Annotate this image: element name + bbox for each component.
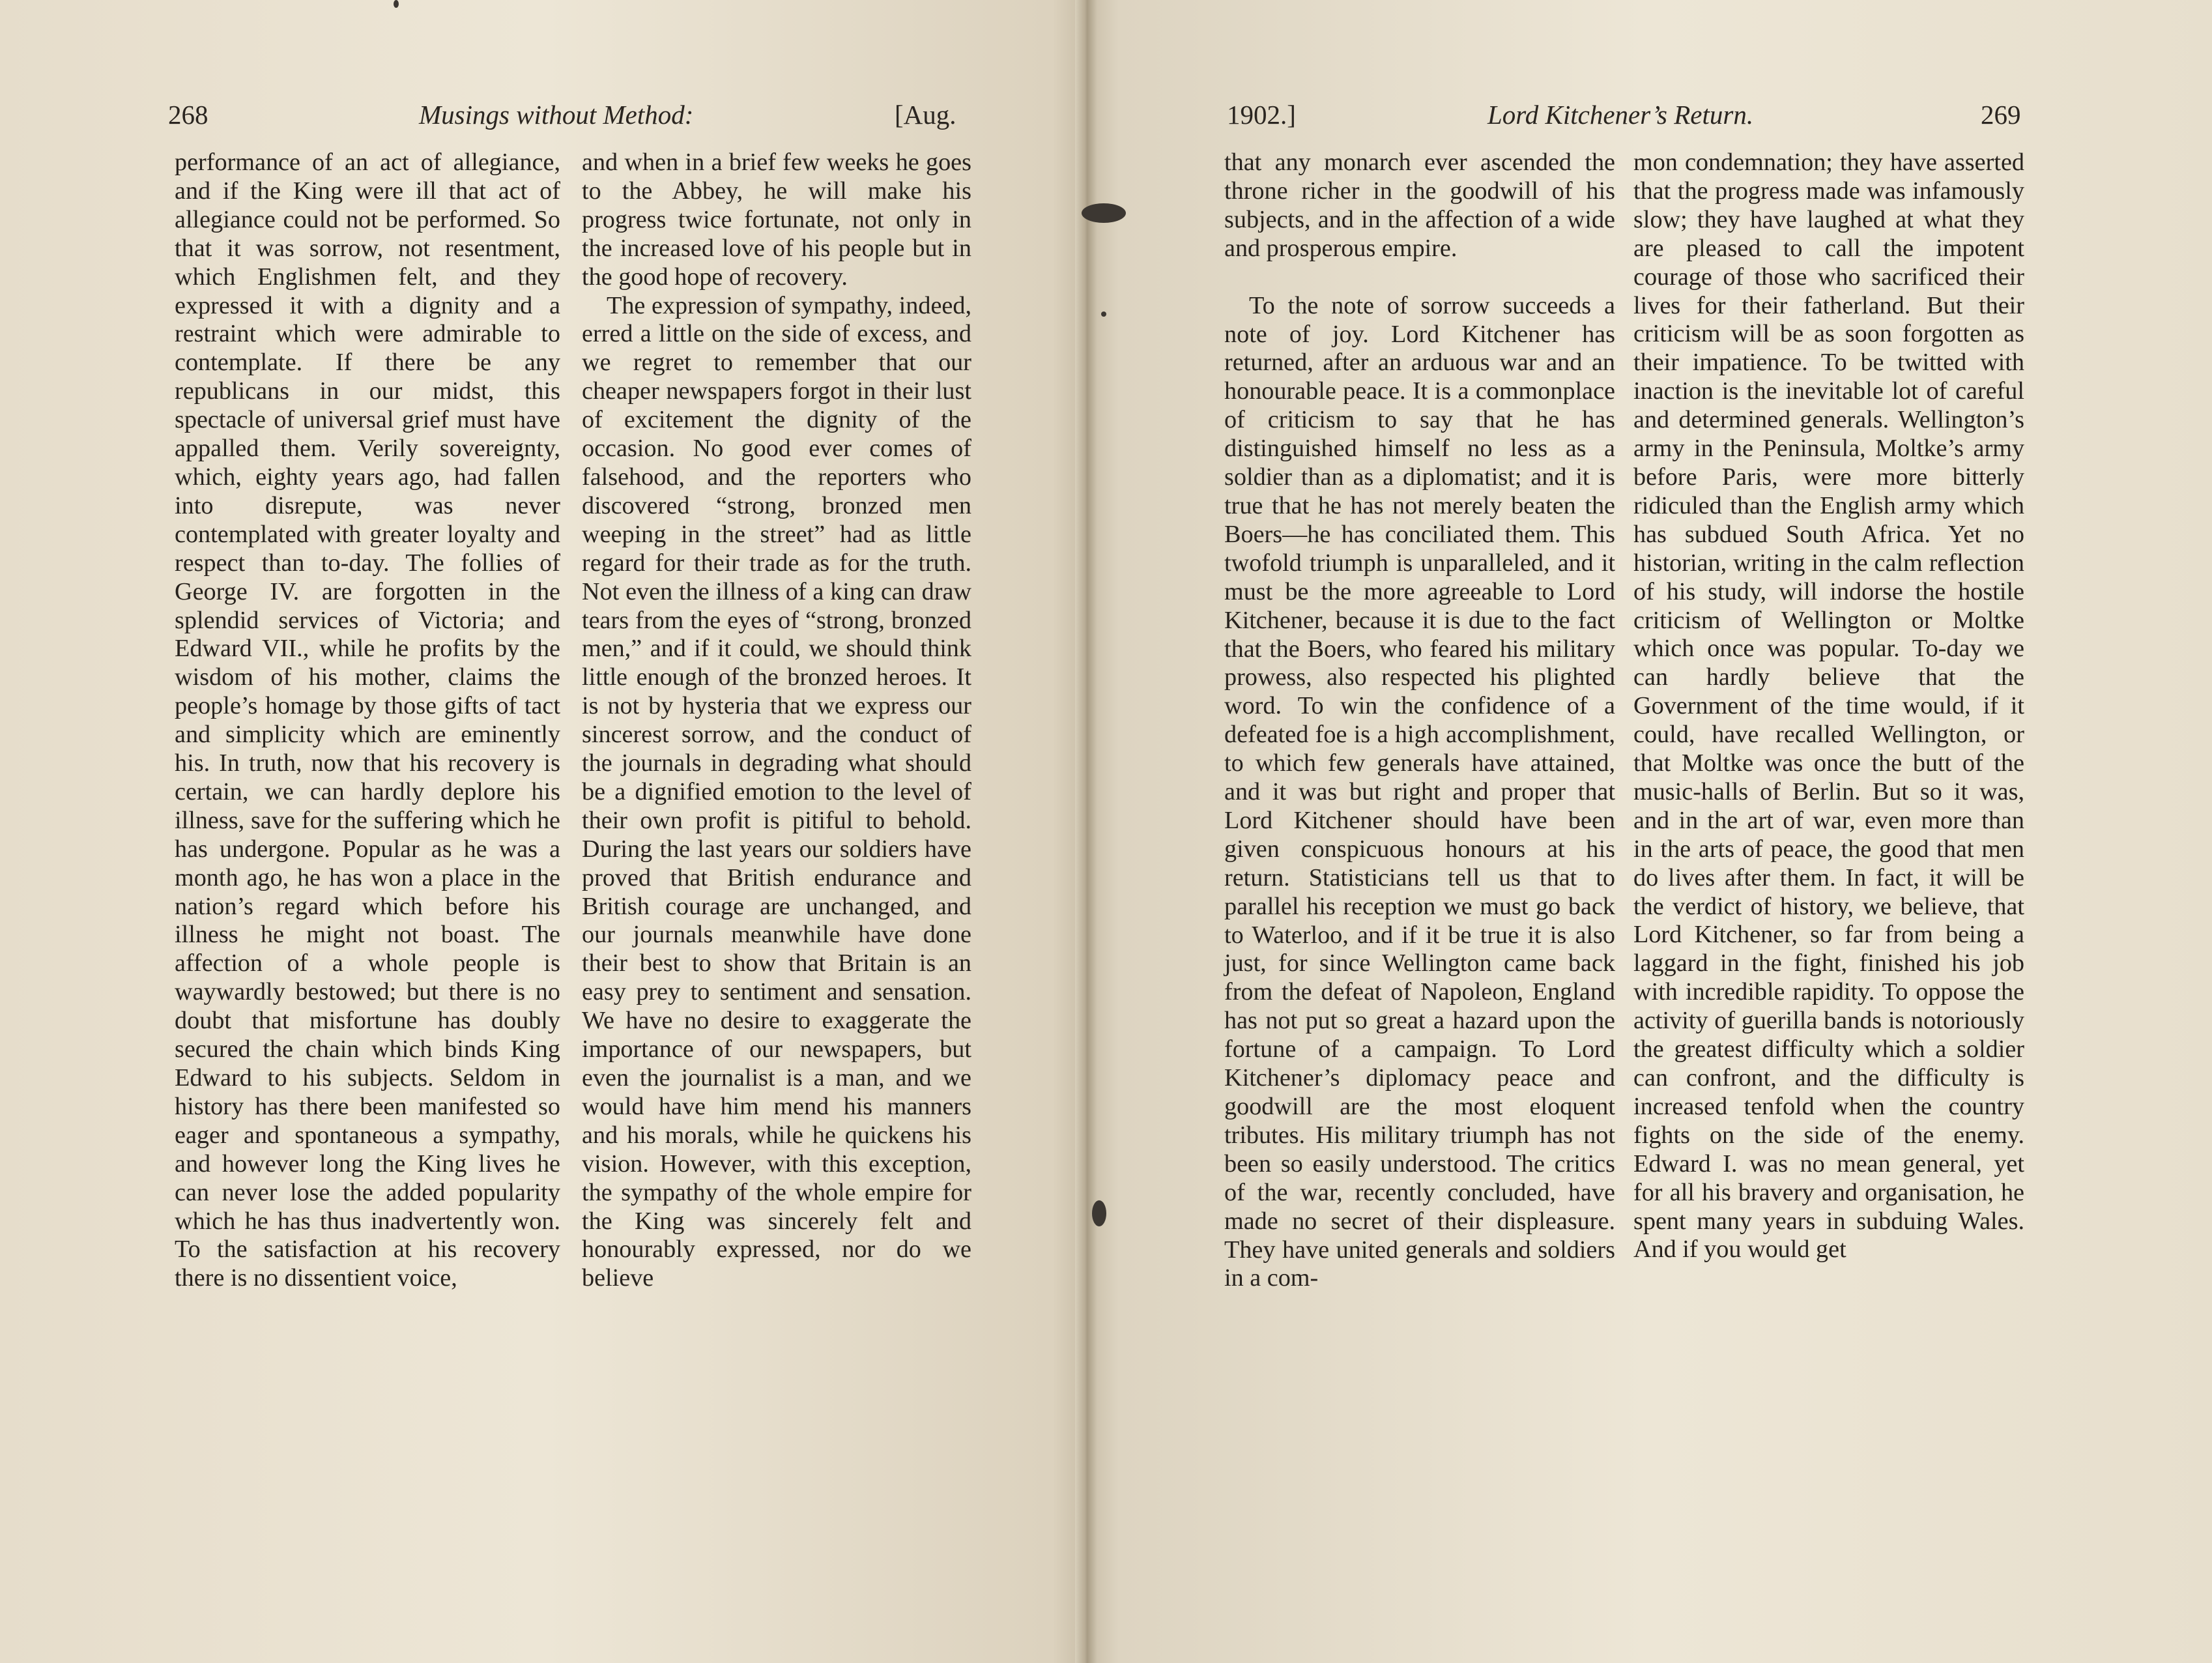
paragraph: To the note of sorrow succeeds a note of joy. Lord Kitchener has returned, after an arduous war and an honourable peace. It is a commonplace of criticism to say that he has distinguished himself no less as a soldier than as a diplomatist; and it is true that he has not merely beaten the Boers—he has conciliated them. This twofold triumph is unparalleled, and it must be the more agreeable to Lord Kitchener, because it is due to the fact that the Boers, who feared his military prowess, also respected his plighted word. To win the confidence of a defeated foe is a high accomplishment, to which few generals have attained, and it was but right and proper that Lord Kitchener should have been given conspicuous honours at his return. Statisticians tell us that to parallel his reception we must go back to Waterloo, and if it be true it is also just, for since Wellington came back from the defeat of Napoleon, England has not put so great a hazard upon the fortune of a campaign. To Lord Kitchener’s diplomacy peace and goodwill are the most eloquent tributes. His military triumph has not been so easily understood. The critics of the war, recently concluded, have made no secret of their displeasure. They have united generals and soldiers in a com-: [1224, 291, 1615, 1292]
page-tear-mark: [1092, 1200, 1106, 1226]
paragraph: performance of an act of allegiance, and if the King were ill that act of allegiance could not be performed. So that it was sorrow, not resentment, which Englishmen felt, and they expressed it with a dignity and a restraint which were admirable to contemplate. If there be any republicans in our midst, this spectacle of universal grief must have appalled them. Verily sovereignty, which, eighty years ago, had fallen into disrepute, was never contemplated with greater loyalty and respect than to-day. The follies of George IV. are forgotten in the splendid services of Victoria; and Edward VII., while he profits by the wisdom of his mother, claims the people’s homage by those gifts of tact and simplicity which are eminently his. In truth, now that his recovery is certain, we can hardly deplore his illness, save for the suffering which he has undergone. Popular as he was a month ago, he has won a place in the nation’s regard which before his illness he might not boast. The affection of a whole people is waywardly bestowed; but there is no doubt that misfortune has doubly secured the chain which binds King Edward to his subjects. Seldom in history has there been manifested so eager and spontaneous a sympathy, and however long the King lives he can never lose the added popularity which he has thus inadvertently won. To the satisfaction at his recovery there is no dissentient voice,: [175, 149, 560, 1292]
speck-mark: [1101, 311, 1106, 317]
left-column-2: [582, 149, 971, 1556]
ink-blot-mark: [1082, 203, 1126, 223]
running-title: Musings without Method:: [419, 100, 694, 130]
date-tag: 1902.]: [1227, 100, 1296, 130]
right-page: [1085, 0, 2212, 1663]
speck-mark: [394, 0, 399, 8]
book-gutter: [1075, 0, 1097, 1663]
page-number: 268: [168, 100, 208, 130]
paragraph: and when in a brief few weeks he goes to the Abbey, he will make his progress twice fortunate, not only in the increased love of his people but in the good hope of recovery.: [582, 149, 971, 291]
paragraph: The expression of sympathy, indeed, erred a little on the side of excess, and we regret to remember that our cheaper newspapers forgot in their lust of excitement the dignity of the occasion. No good ever comes of falsehood, and the reporters who discovered “strong, bronzed men weeping in the street” had as little regard for their trade as for the truth. Not even the illness of a king can draw tears from the eyes of “strong, bronzed men,” and if it could, we should think little enough of the bronzed heroes. It is not by hysteria that we express our sincerest sorrow, and the conduct of the journals in degrading what should be a dignified emotion to the level of their own profit is pitiful to behold. During the last years our soldiers have proved that British endurance and British courage are unchanged, and our journals meanwhile have done their best to show that Britain is an easy prey to sentiment and sensation. We have no desire to exaggerate the importance of our newspapers, but even the journalist is a man, and we would have him mend his manners and his morals, while he quickens his vision. However, with this exception, the sympathy of the whole empire for the King was sincerely felt and honourably expressed, nor do we believe: [582, 291, 971, 1292]
left-page: [0, 0, 1085, 1663]
right-column-2: [1633, 149, 2024, 1556]
running-title: Lord Kitchener’s Return.: [1487, 100, 1754, 130]
paragraph: mon condemnation; they have asserted that the progress made was infamously slow; they have laughed at what they are pleased to call the impotent courage of those who sacrificed their lives for their fatherland. But their criticism will be as soon forgotten as their impatience. To be twitted with inaction is the inevitable lot of careful and determined generals. Wellington’s army in the Peninsula, Moltke’s army before Paris, were more bitterly ridiculed than the English army which has subdued South Africa. Yet no historian, writing in the calm reflection of his study, will indorse the hostile criticism of Wellington or Moltke which once was popular. To-day we can hardly believe that the Government of the time would, if it could, have recalled Wellington, or that Moltke was once the butt of the music-halls of Berlin. But so it was, and in the art of war, even more than in the arts of peace, the good that men do lives after them. In fact, it will be the verdict of history, we believe, that Lord Kitchener, so far from being a laggard in the fight, finished his job with incredible rapidity. To oppose the activity of guerilla bands is notoriously the greatest difficulty which a soldier can confront, and the difficulty is increased tenfold when the country fights on the side of the enemy. Edward I. was no mean general, yet for all his bravery and organisation, he spent many years in subduing Wales. And if you would get: [1633, 149, 2024, 1264]
date-tag: [Aug.: [895, 100, 956, 130]
right-page-header: [1227, 99, 2035, 138]
page-number: 269: [1981, 100, 2021, 130]
paragraph: that any monarch ever ascended the throne richer in the goodwill of his subjects, and in the affection of a wide and prosperous empire.: [1224, 149, 1615, 262]
left-page-header: [168, 99, 970, 138]
right-column-1: [1224, 149, 1615, 1556]
left-column-1: [175, 149, 560, 1556]
